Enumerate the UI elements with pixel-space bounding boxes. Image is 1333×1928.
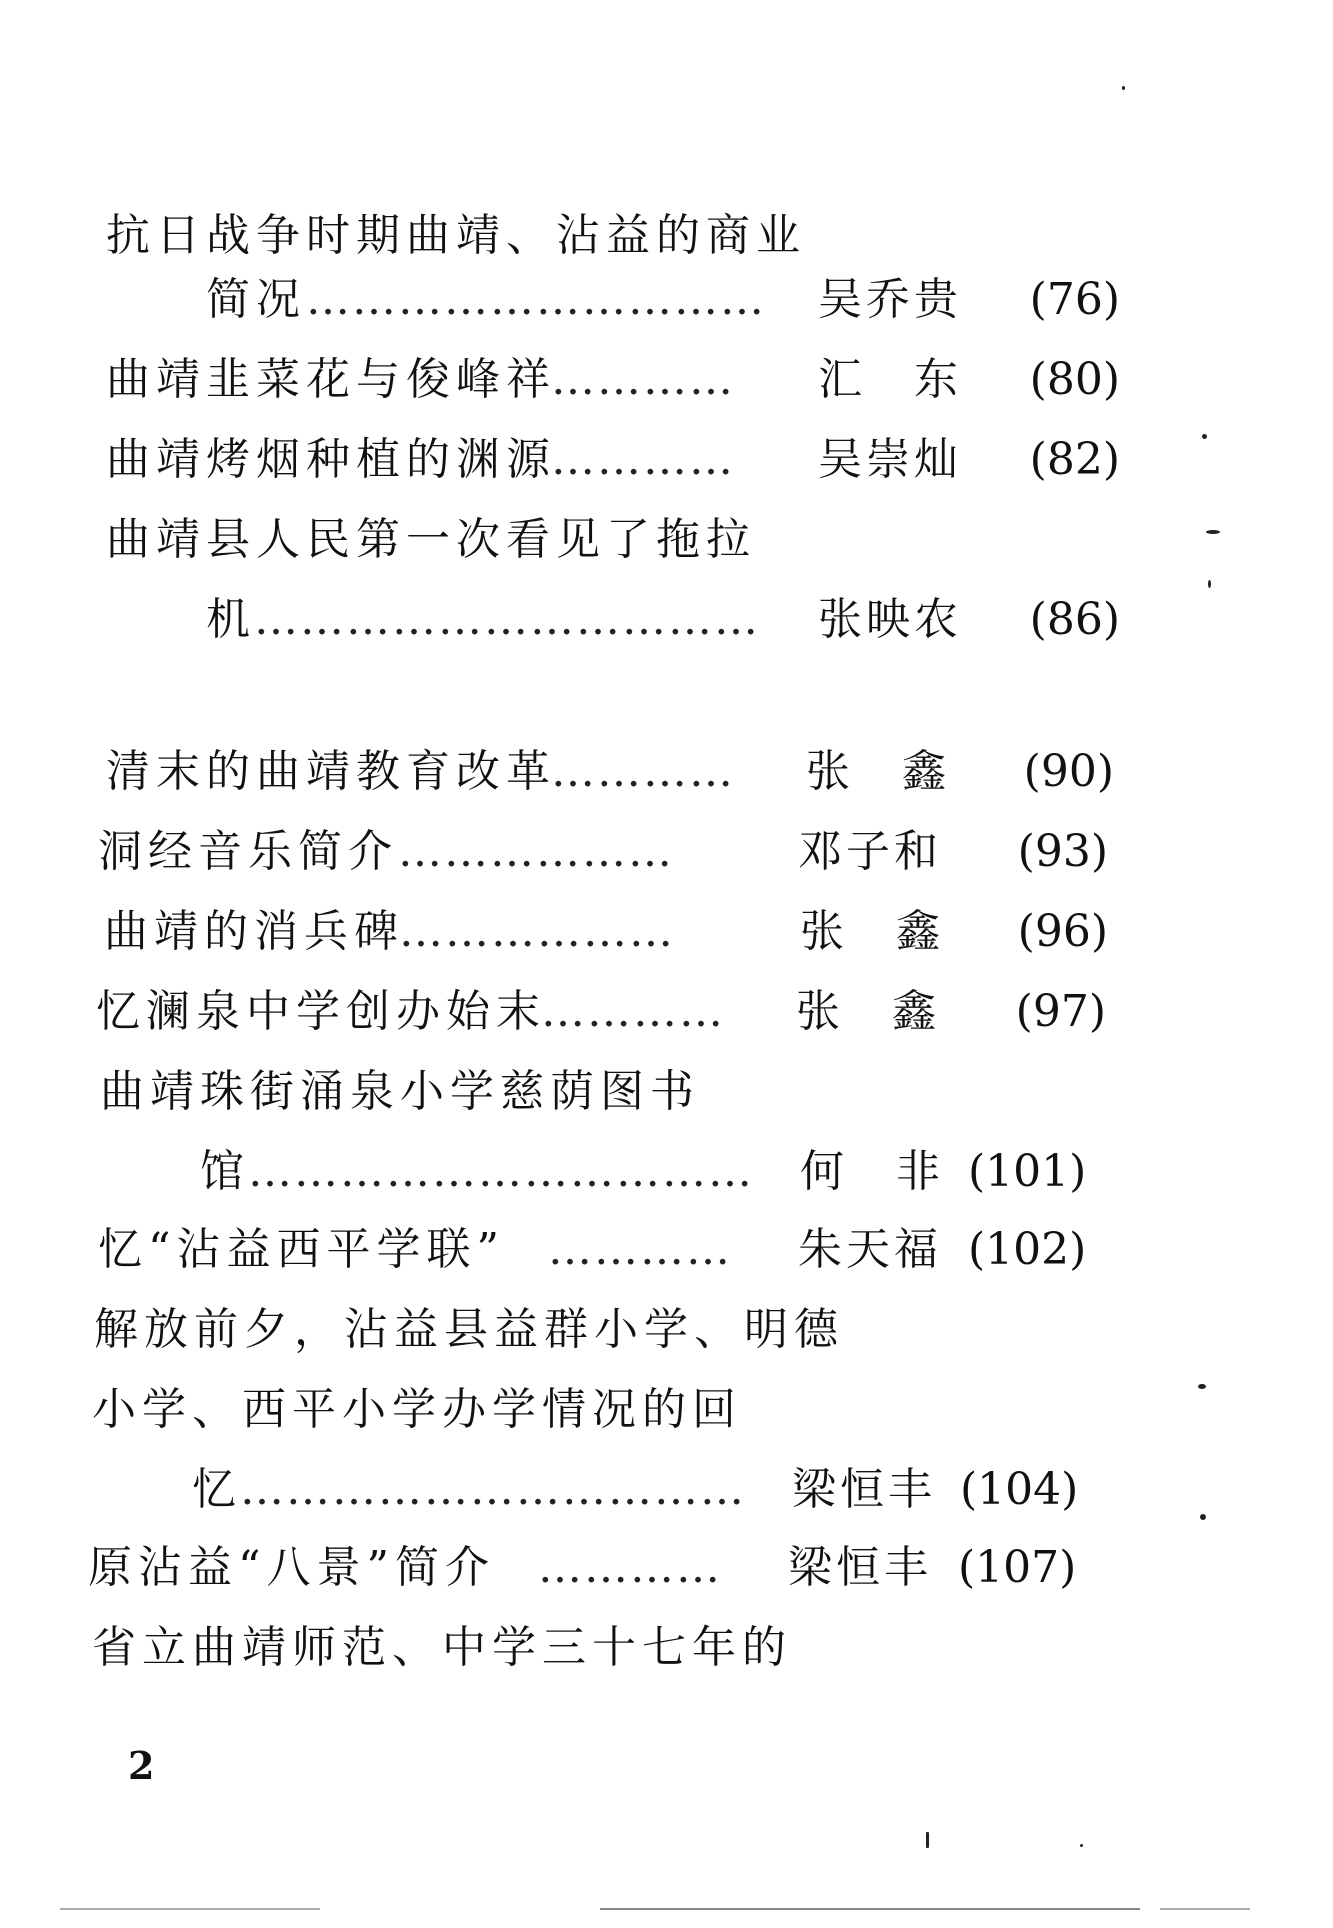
toc-entry-title: 洞经音乐简介: [98, 826, 398, 877]
toc-entry-title: 馆: [200, 1146, 250, 1197]
toc-entry: [100, 1144, 1100, 1200]
page-number: 2: [128, 1743, 155, 1788]
toc-leader: ……………………………: [254, 594, 760, 645]
scan-speck: [1122, 86, 1125, 90]
scan-speck: [1206, 530, 1220, 534]
toc-page-number: (76): [1029, 274, 1120, 325]
toc-page-number: (96): [1017, 906, 1108, 957]
toc-leader: …………: [551, 434, 735, 485]
toc-page-number: (102): [968, 1224, 1087, 1275]
toc-leader: ……………………………: [240, 1464, 746, 1515]
toc-leader: ………………: [399, 906, 675, 957]
toc-entry: [106, 272, 1120, 328]
toc-entry-title: 忆“沾益西平学联”: [98, 1224, 505, 1275]
toc-page-number: (82): [1029, 434, 1120, 485]
scan-edge-line: [60, 1908, 320, 1910]
toc-entry-title: 忆澜泉中学创办始末: [96, 986, 546, 1037]
toc-author: 朱天福: [798, 1224, 942, 1275]
toc-author: 邓子和: [798, 826, 942, 877]
toc-entry: [92, 1620, 1092, 1676]
toc-page-number: (90): [1023, 746, 1114, 797]
toc-author: 张映农: [818, 594, 962, 645]
toc-leader: …………: [541, 986, 725, 1037]
scan-speck: [1080, 1844, 1083, 1847]
scan-speck: [1198, 1384, 1206, 1389]
scan-speck: [926, 1832, 929, 1848]
toc-author: 张 鑫: [796, 986, 940, 1037]
toc-leader: …………: [551, 746, 735, 797]
toc-entry-title: 清末的曲靖教育改革: [106, 746, 556, 797]
toc-page-number: (93): [1017, 826, 1108, 877]
toc-leader: ……………………………: [248, 1146, 754, 1197]
toc-entry-title: 省立曲靖师范、中学三十七年的: [92, 1622, 792, 1673]
toc-page-number: (101): [968, 1146, 1087, 1197]
toc-author: 汇 东: [818, 354, 962, 405]
scan-edge-line: [1160, 1908, 1250, 1910]
toc-entry-title: 简况: [206, 274, 306, 325]
toc-page-number: (107): [958, 1542, 1077, 1593]
toc-author: 张 鑫: [806, 746, 950, 797]
toc-entry: [106, 208, 1106, 264]
toc-entry-title: 抗日战争时期曲靖、沾益的商业: [106, 210, 806, 261]
toc-entry-title: 曲靖珠街涌泉小学慈荫图书: [100, 1066, 700, 1117]
scan-speck: [1202, 434, 1207, 439]
toc-entry-title: 忆: [192, 1464, 242, 1515]
toc-leader: …………: [548, 1224, 732, 1275]
toc-page-number: (86): [1029, 594, 1120, 645]
toc-author: 梁恒丰: [788, 1542, 932, 1593]
toc-page-number: (97): [1015, 986, 1106, 1037]
toc-entry-title: 小学、西平小学办学情况的回: [92, 1384, 742, 1435]
scan-speck: [1208, 580, 1211, 588]
toc-entry-title: 曲靖县人民第一次看见了拖拉: [106, 514, 756, 565]
toc-leader: ………………: [398, 826, 674, 877]
toc-entry: [106, 432, 1120, 488]
toc-entry: [106, 512, 1106, 568]
toc-entry: [92, 1382, 1092, 1438]
toc-entry: [88, 1540, 1088, 1596]
toc-author: 张 鑫: [800, 906, 944, 957]
toc-entry: [98, 824, 1108, 880]
toc-author: 吴乔贵: [818, 274, 962, 325]
toc-entry: [92, 1462, 1092, 1518]
scan-speck: [1200, 1514, 1206, 1520]
toc-leader: …………: [538, 1542, 722, 1593]
toc-entry: [106, 352, 1120, 408]
toc-entry: [104, 904, 1108, 960]
toc-author: 吴崇灿: [818, 434, 962, 485]
toc-page-number: (104): [960, 1464, 1079, 1515]
toc-entry: [98, 1222, 1098, 1278]
toc-leader: …………: [551, 354, 735, 405]
toc-entry-title: 原沾益“八景”简介: [88, 1542, 495, 1593]
toc-entry-title: 解放前夕，沾益县益群小学、明德: [94, 1304, 844, 1355]
toc-page-number: (80): [1029, 354, 1120, 405]
toc-leader: …………………………: [306, 274, 766, 325]
toc-author: 梁恒丰: [792, 1464, 936, 1515]
toc-entry-title: 曲靖烤烟种植的渊源: [106, 434, 556, 485]
toc-entry: [96, 984, 1106, 1040]
toc-entry-title: 曲靖韭菜花与俊峰祥: [106, 354, 556, 405]
toc-entry: [106, 592, 1120, 648]
toc-entry: [94, 1302, 1094, 1358]
toc-author: 何 非: [800, 1146, 944, 1197]
toc-entry: [106, 744, 1114, 800]
toc-entry-title: 曲靖的消兵碑: [104, 906, 404, 957]
toc-entry-title: 机: [206, 594, 256, 645]
toc-entry: [100, 1064, 1100, 1120]
scan-edge-line: [600, 1908, 1140, 1910]
